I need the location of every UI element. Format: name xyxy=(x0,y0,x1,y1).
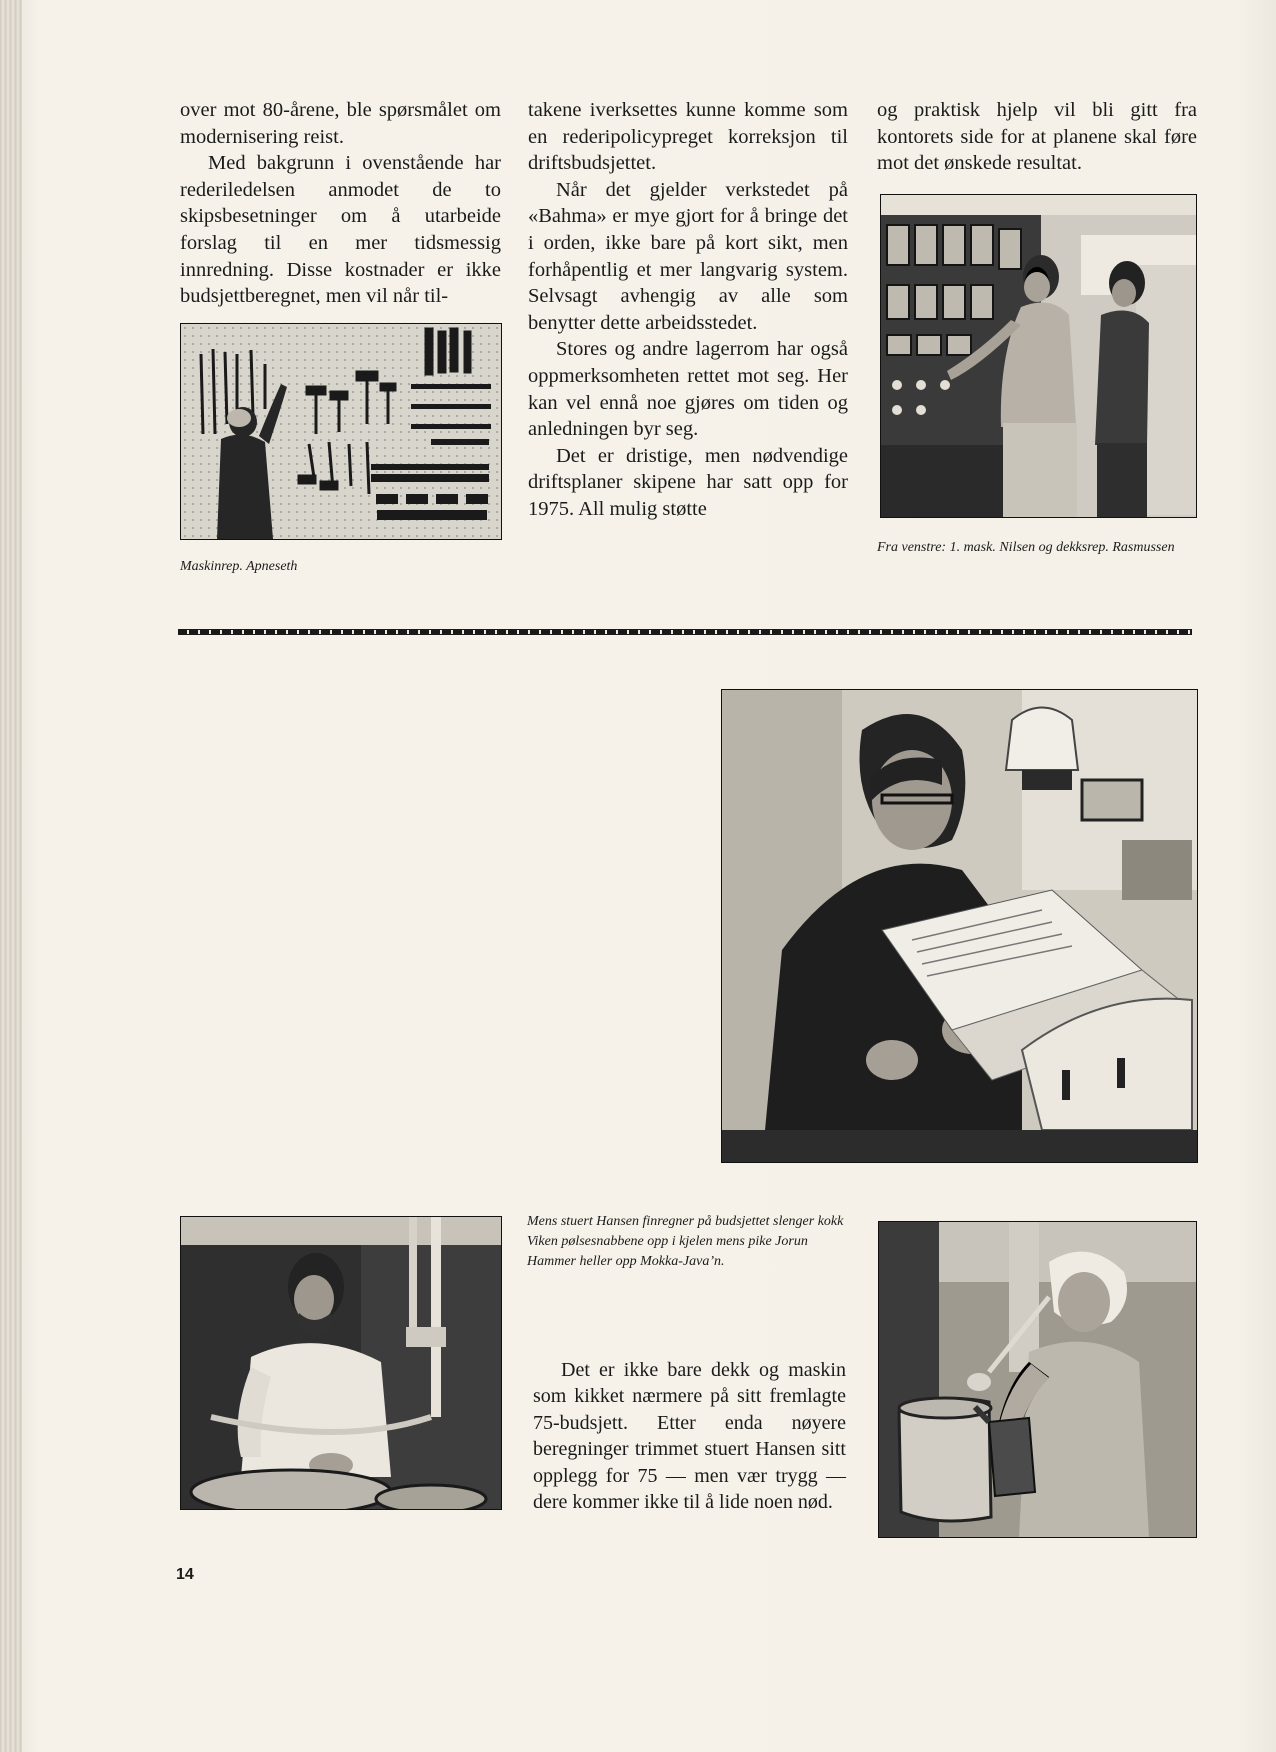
article-paragraph: og praktisk hjelp vil bli gitt fra kontorets side for at planene skal føre mot det ønskede resultat. xyxy=(877,99,1197,175)
photo-workshop-tool-wall xyxy=(180,323,502,540)
caption-galley: Mens stuert Hansen finregner på budsjettet slenger kokk Viken pølsesnabbene opp i kjelen mens pike Jorun Hammer heller opp Mokka-Java’n. xyxy=(527,1214,844,1269)
article-paragraph: over mot 80-årene, ble spørsmålet om modernisering reist. xyxy=(180,99,501,148)
article-paragraph: Stores og andre lagerrom har også oppmerksomheten rettet mot seg. Her kan vel ennå noe gjøres om tiden og anledningen byr seg. xyxy=(528,338,848,441)
article-paragraph: Det er dristige, men nødvendige driftsplaner skipene har satt opp for 1975. All mulig støtte xyxy=(528,444,848,520)
photo-cook-galley xyxy=(180,1216,502,1510)
article-paragraph: Det er ikke bare dekk og maskin som kikket nærmere på sitt fremlagte 75-budsjett. Etter enda nøyere beregninger trimmet stuert Hansen sitt opplegg for 75 — men vær trygg — dere kommer ikke til å lide noen nød. xyxy=(533,1359,846,1514)
page-number: 14 xyxy=(176,1566,194,1583)
article-column-2 xyxy=(528,97,848,523)
article-column-3 xyxy=(877,97,1197,177)
headline-line xyxy=(176,760,468,858)
caption-engine-room: Fra venstre: 1. mask. Nilsen og dekksrep. Rasmussen xyxy=(877,540,1175,555)
article-column-galley xyxy=(533,1357,846,1515)
photo-engine-control-room xyxy=(880,194,1197,518)
caption-workshop: Maskinrep. Apneseth xyxy=(180,559,298,574)
article-paragraph: Når det gjelder verkstedet på «Bahma» er mye gjort for å bringe det i orden, ikke bare på kort sikt, men forhåpentlig et mer langvarig system. Selvsagt avhengig av alle som benytter dette arbeidsstedet. xyxy=(528,178,848,334)
section-divider xyxy=(178,629,1192,635)
article-paragraph: Med bakgrunn i ovenstående har rederiledelsen anmodet de to skipsbesetninger om å utarbeide forslag til en mer tidsmessig innredning. Disse kostnader er ikke budsjettberegnet, men vil når til- xyxy=(180,152,501,308)
article-column-1 xyxy=(180,97,501,310)
photo-steward-budget xyxy=(721,689,1198,1163)
page-binding-edge xyxy=(0,0,22,1752)
headline xyxy=(176,760,468,1054)
headline-line xyxy=(176,858,468,956)
article-paragraph: takene iverksettes kunne komme som en rederipolicypreget korreksjon til driftsbudsjettet. xyxy=(528,99,848,175)
photo-galley-girl-coffee xyxy=(878,1221,1197,1538)
headline-line xyxy=(176,956,468,1054)
